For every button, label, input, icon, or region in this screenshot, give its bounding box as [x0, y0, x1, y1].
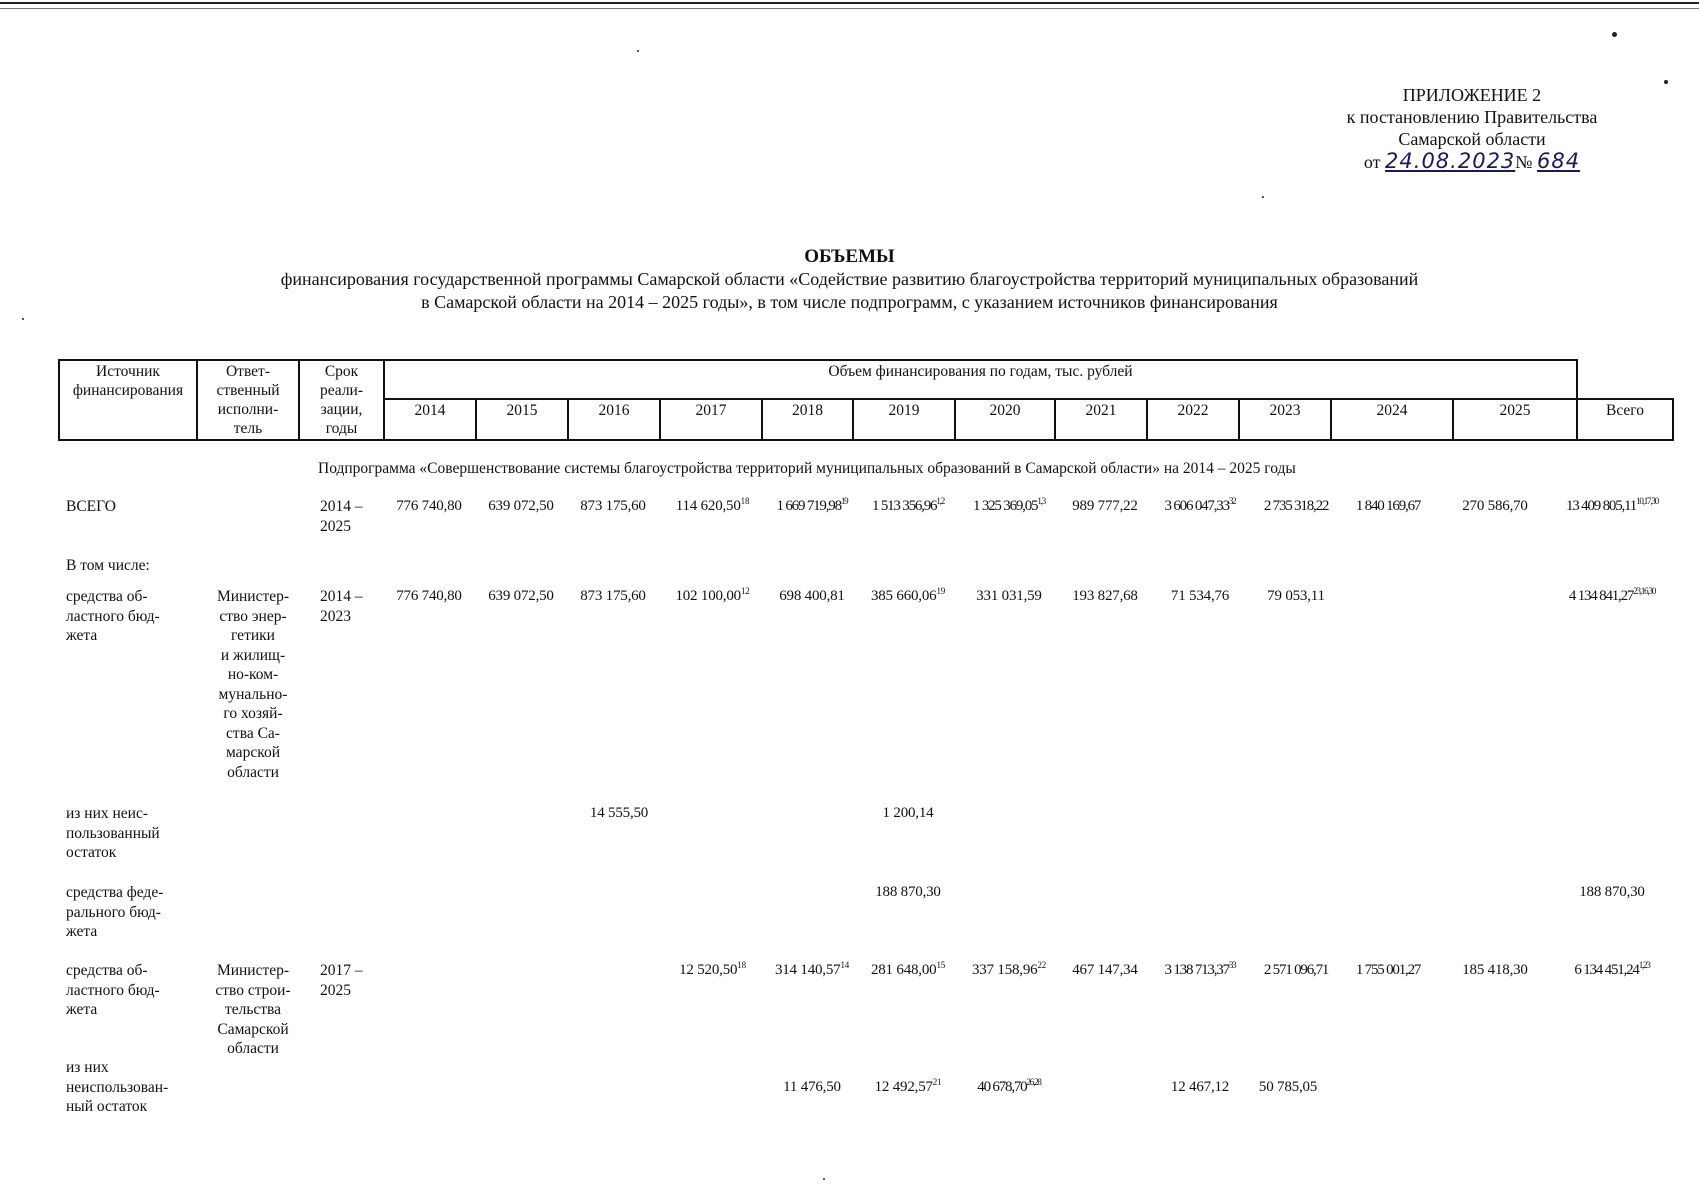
value-cell — [1060, 587, 1150, 607]
row-label-unused-2 — [66, 1058, 168, 1117]
label-line: неиспользован- — [66, 1078, 169, 1096]
footnote-mark: 12 — [740, 586, 750, 596]
value-text: 776 740,80 — [396, 588, 462, 604]
value-text: 873 175,60 — [580, 498, 646, 514]
row-term-regional-energy — [320, 587, 363, 626]
label-line: жета — [66, 627, 98, 644]
appendix-date-line — [1307, 150, 1637, 173]
executor-line: ство энер- — [219, 607, 287, 625]
row-term-regional-construction — [320, 961, 363, 1000]
scan-speck — [1664, 80, 1668, 84]
executor-construction-ministry — [203, 961, 303, 1059]
label-line: остаток — [66, 844, 117, 861]
row-label-regional-energy — [66, 587, 160, 646]
value-unused-2-2022: 12 467,12 — [1170, 1079, 1230, 1095]
label-line: из них неис- — [66, 805, 149, 822]
value-cell — [858, 961, 958, 981]
value-text: 12 520,50 — [679, 962, 738, 978]
value-text: 639 072,50 — [488, 498, 554, 514]
value-federal-2019: 188 870,30 — [875, 884, 941, 900]
footnote-mark: 14 — [840, 960, 850, 970]
value-text: 1 755 001,27 — [1355, 962, 1421, 978]
executor-line: го хозяй- — [223, 705, 283, 722]
header-line: ственный — [216, 382, 280, 399]
value-cell — [1434, 961, 1556, 981]
value-cell — [766, 587, 858, 607]
executor-line: тельства — [224, 1001, 282, 1018]
value-cell — [659, 497, 766, 517]
value-unused-2-2018: 11 476,50 — [783, 1079, 841, 1095]
scan-speck — [823, 1178, 825, 1180]
appendix-title: ПРИЛОЖЕНИЕ 2 — [1402, 85, 1542, 105]
header-line: Ответ- — [225, 363, 270, 380]
value-text: 1 840 169,67 — [1355, 498, 1421, 514]
header-year: 2018 — [762, 399, 853, 440]
value-unused-2-2023: 50 785,05 — [1258, 1079, 1318, 1095]
header-year-total: Всего — [1577, 399, 1673, 440]
header-year: 2019 — [853, 399, 955, 440]
value-text: 281 648,00 — [870, 962, 937, 978]
value-cell — [475, 497, 567, 517]
footnote-mark: 23,16,30 — [1633, 586, 1656, 596]
value-cell — [567, 587, 659, 607]
value-text: 467 147,34 — [1072, 962, 1138, 978]
value-cell — [1250, 497, 1342, 517]
header-year: 2015 — [476, 399, 568, 440]
value-text: 6 134 451,24 — [1574, 962, 1639, 978]
term-line: 2023 — [320, 607, 351, 625]
value-cell — [1342, 497, 1434, 517]
header-year: 2020 — [955, 399, 1055, 440]
executor-line: области — [227, 1040, 279, 1057]
value-cell — [1550, 961, 1674, 981]
value-cell — [958, 497, 1060, 517]
header-year: 2023 — [1239, 399, 1331, 440]
value-cell — [1060, 497, 1150, 517]
subprogram-caption: Подпрограмма «Совершенствование системы благоустройства территорий муниципальных образований в Самарской области» на 2014 – 2025 годы — [318, 460, 1296, 477]
value-text: 270 586,70 — [1462, 498, 1528, 514]
header-line: зации, — [320, 401, 363, 418]
executor-line: Министер- — [216, 962, 290, 979]
executor-line: но-ком- — [227, 666, 279, 683]
scan-border-top-thin — [0, 8, 1699, 9]
value-text: 1 669 719,98 — [776, 498, 841, 514]
footnote-mark: 32 — [1228, 496, 1236, 506]
from-label: от — [1363, 152, 1381, 172]
footnote-mark: 15 — [936, 960, 946, 970]
header-year: 2025 — [1453, 399, 1577, 440]
executor-line: ства Са- — [226, 724, 280, 742]
executor-line: марской — [225, 744, 280, 761]
row-label-federal — [66, 883, 163, 942]
scan-speck — [637, 50, 639, 52]
value-unused-1-2019: 1 200,14 — [882, 805, 934, 821]
executor-line: мунально- — [218, 685, 288, 703]
value-cell — [1250, 587, 1342, 607]
value-text: 71 534,76 — [1170, 588, 1230, 604]
value-text: 193 827,68 — [1072, 588, 1138, 604]
value-text: 185 418,30 — [1462, 962, 1528, 978]
value-federal-total: 188 870,30 — [1579, 884, 1645, 900]
value-cell — [958, 587, 1060, 607]
handwritten-number: 684 — [1536, 149, 1581, 173]
value-cell — [766, 961, 858, 981]
label-line: ный остаток — [66, 1098, 148, 1115]
executor-energy-ministry — [203, 587, 303, 782]
footnote-mark: 22 — [1037, 960, 1047, 970]
value-cell — [1150, 497, 1250, 517]
value-cell — [858, 587, 958, 607]
header-source: Источник финансирования — [59, 360, 197, 440]
label-line: жета — [66, 923, 98, 940]
label-line: средства об- — [66, 588, 148, 605]
label-line: жета — [66, 1001, 98, 1018]
term-line: 2014 – — [320, 588, 363, 605]
footnote-mark: 21 — [932, 1077, 942, 1087]
scan-speck — [1262, 196, 1264, 198]
value-cell — [1060, 961, 1150, 981]
value-cell — [1342, 961, 1434, 981]
value-cell — [659, 587, 766, 607]
header-year: 2022 — [1147, 399, 1239, 440]
row-label-unused-1 — [66, 804, 160, 863]
value-text: 102 100,00 — [675, 588, 741, 604]
footnote-mark: 1,23 — [1638, 960, 1650, 970]
label-line: рального бюд- — [66, 903, 161, 921]
executor-line: ство строи- — [215, 981, 291, 999]
value-text: 314 140,57 — [774, 962, 841, 978]
executor-line: Министер- — [216, 588, 290, 605]
appendix-block — [1307, 84, 1637, 173]
footnote-mark: 1,3 — [1037, 496, 1045, 506]
scan-speck — [1612, 32, 1617, 37]
header-funding: Объем финансирования по годам, тыс. рублей — [384, 360, 1577, 399]
footnote-mark: 1,2 — [936, 496, 944, 506]
value-cell — [383, 497, 475, 517]
footnote-mark: 33 — [1228, 960, 1236, 970]
value-cell — [1550, 587, 1674, 607]
value-cell — [475, 587, 567, 607]
header-year: 2014 — [384, 399, 476, 440]
term-line: 2025 — [320, 517, 351, 535]
label-line: средства об- — [66, 962, 148, 979]
executor-line: области — [227, 763, 279, 781]
label-line: ластного бюд- — [66, 607, 160, 625]
footnote-mark: 10,17,30 — [1636, 496, 1658, 506]
value-text: 40 678,70 — [977, 1079, 1027, 1095]
document-subtitle-line: в Самарской области на 2014 – 2025 годы», в том числе подпрограмм, с указанием источников финансирования — [421, 292, 1278, 312]
scan-border-top — [0, 2, 1699, 4]
value-text: 3 138 713,37 — [1164, 962, 1229, 978]
header-line: тель — [233, 420, 263, 437]
appendix-line: Самарской области — [1398, 129, 1546, 149]
value-text: 13 409 805,11 — [1566, 498, 1637, 514]
value-text: 989 777,22 — [1072, 498, 1138, 514]
value-cell — [383, 587, 475, 607]
header-year: 2016 — [568, 399, 660, 440]
row-term-total — [320, 497, 363, 536]
term-line: 2014 – — [320, 498, 363, 515]
executor-line: гетики — [231, 627, 275, 644]
value-cell — [659, 961, 766, 981]
value-text: 4 134 841,27 — [1568, 588, 1634, 604]
header-line: реали- — [319, 382, 364, 399]
executor-line: и жилищ- — [220, 646, 286, 664]
value-text: 2 735 318,22 — [1263, 498, 1329, 514]
footnote-mark: 26,28 — [1026, 1077, 1041, 1087]
appendix-line: к постановлению Правительства — [1346, 107, 1598, 127]
value-text: 385 660,06 — [870, 588, 937, 604]
footnote-mark: 18 — [740, 496, 750, 506]
value-text: 3 606 047,33 — [1164, 498, 1229, 514]
header-year: 2021 — [1055, 399, 1147, 440]
scan-speck — [22, 318, 24, 320]
term-line: 2017 – — [320, 962, 363, 979]
value-text: 873 175,60 — [580, 588, 646, 604]
term-line: 2025 — [320, 981, 351, 999]
label-line: из них — [66, 1059, 109, 1076]
value-text: 12 492,57 — [874, 1079, 933, 1095]
footnote-mark: 19 — [840, 496, 848, 506]
header-line: Срок — [324, 363, 359, 380]
value-text: 79 053,11 — [1267, 588, 1325, 604]
value-text: 114 620,50 — [675, 498, 741, 514]
value-text: 1 325 369,05 — [972, 498, 1038, 514]
label-line: пользованный — [66, 824, 160, 842]
value-cell — [567, 497, 659, 517]
table-header — [58, 359, 1674, 441]
value-text: 331 031,59 — [976, 588, 1042, 604]
value-cell — [858, 497, 958, 517]
row-label-regional-construction — [66, 961, 160, 1020]
value-cell — [1150, 587, 1250, 607]
header-line: исполни- — [217, 401, 279, 418]
row-label-total: ВСЕГО — [66, 498, 116, 515]
header-year: 2024 — [1331, 399, 1453, 440]
header-line: годы — [325, 420, 358, 437]
value-unused-2-2020 — [958, 1078, 1060, 1098]
value-text: 698 400,81 — [779, 588, 845, 604]
value-cell — [1434, 497, 1556, 517]
value-text: 1 513 356,96 — [871, 498, 937, 514]
header-year: 2017 — [660, 399, 762, 440]
handwritten-date: 24.08.2023 — [1385, 149, 1516, 173]
label-line: ластного бюд- — [66, 981, 160, 999]
value-cell — [1150, 961, 1250, 981]
header-executor — [197, 360, 299, 440]
executor-line: Самарской — [217, 1020, 289, 1038]
value-cell — [958, 961, 1060, 981]
value-cell — [1550, 497, 1674, 517]
footnote-mark: 19 — [936, 586, 946, 596]
value-unused-2-2019 — [858, 1078, 958, 1098]
footnote-mark: 18 — [737, 960, 746, 970]
value-text: 776 740,80 — [396, 498, 462, 514]
value-cell — [766, 497, 858, 517]
including-label: В том числе: — [66, 557, 150, 574]
document-subtitle-line: финансирования государственной программы Самарской области «Содействие развитию благоустройства территорий муниципальных образований — [280, 269, 1419, 289]
document-heading — [0, 245, 1699, 314]
value-text: 639 072,50 — [488, 588, 554, 604]
header-term — [299, 360, 384, 440]
value-cell — [1250, 961, 1342, 981]
value-unused-1-2016: 14 555,50 — [589, 805, 649, 821]
number-label: № — [1515, 152, 1533, 172]
value-text: 2 571 096,71 — [1263, 962, 1329, 978]
label-line: средства феде- — [66, 884, 164, 901]
document-title: ОБЪЕМЫ — [804, 246, 895, 267]
value-text: 337 158,96 — [971, 962, 1038, 978]
